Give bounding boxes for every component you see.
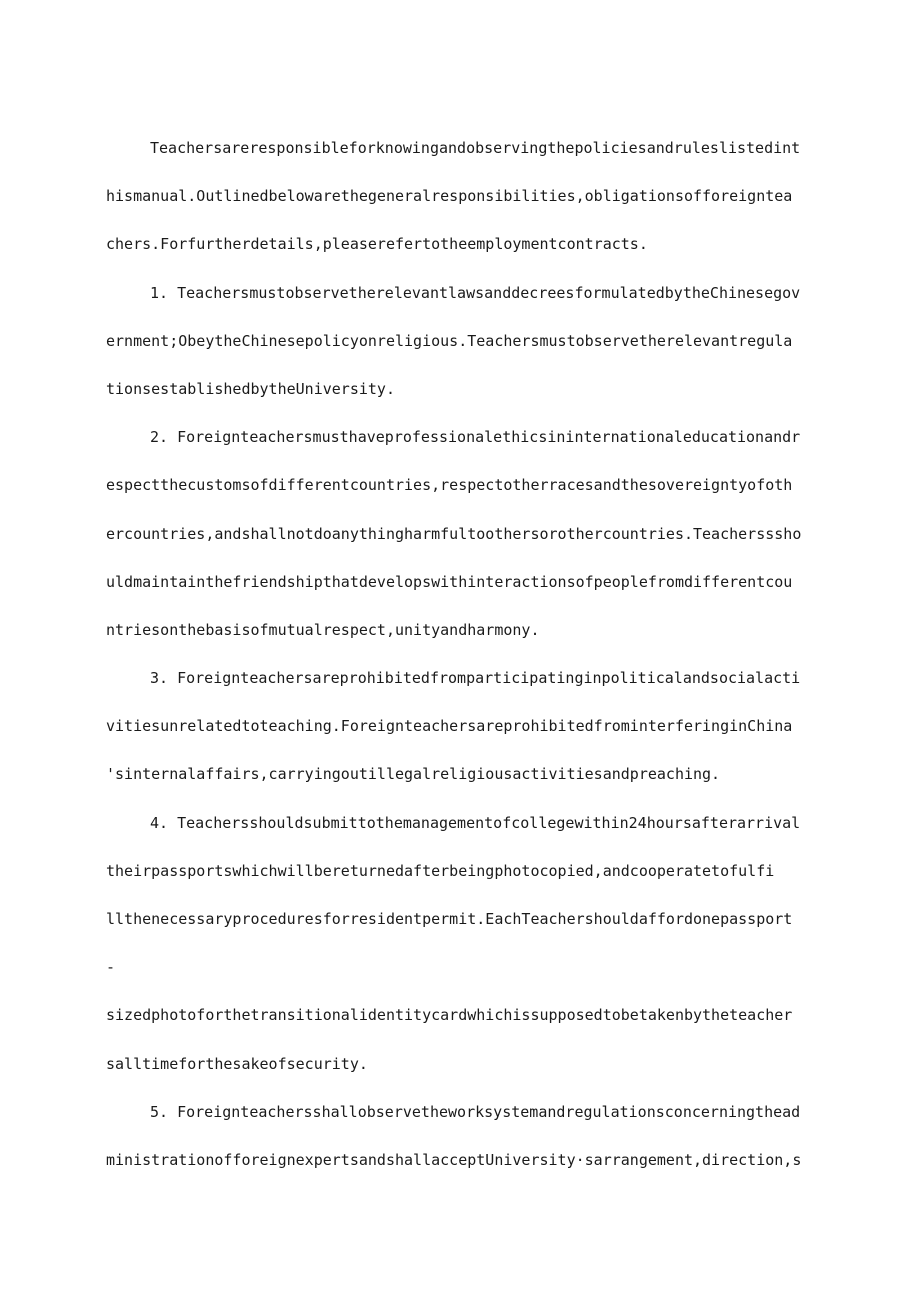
paragraph-line: Teachersareresponsibleforknowingandobservingthepoliciesandruleslistedint: [150, 139, 801, 157]
document-body: [106, 124, 818, 1184]
paragraph-line: 3. Foreignteachersareprohibitedfromparticipatinginpoliticalandsocialacti: [150, 669, 801, 688]
paragraph-line: llthenecessaryproceduresforresidentpermit.EachTeachershouldaffordonepassport: [106, 910, 793, 928]
paragraph-line: theirpassportswhichwillbereturnedafterbeingphotocopied,andcooperatetofulfi: [106, 861, 775, 880]
paragraph-line: espectthecustomsofdifferentcountries,respectotherracesandthesovereigntyofoth: [106, 476, 793, 495]
paragraph-line: -: [106, 958, 116, 977]
paragraph-line: tionsestablishedbytheUniversity.: [106, 379, 395, 398]
paragraph-line: 2. Foreignteachersmusthaveprofessionalethicsininternationaleducationandr: [150, 428, 801, 447]
paragraph-line: ntriesonthebasisofmutualrespect,unityandharmony.: [106, 620, 540, 639]
paragraph-line: hismanual.Outlinedbeloware​thegeneralresponsibilities,obligationsofforeigntea: [106, 187, 793, 206]
paragraph-line: ministrationofforeignexpertsandshallacceptUniversity·sarrangement,direction,s: [106, 1150, 802, 1169]
paragraph-line: 5. Foreignteachersshallobservetheworksystemandregulationsconcerningthead: [150, 1102, 801, 1121]
paragraph-line: chers.Forfurtherdetails,pleaserefertotheemploymentcontracts.: [106, 235, 648, 254]
paragraph-line: vitiesunrelatedtoteaching.ForeignteachersareprohibitedfrominterferinginChina: [106, 717, 793, 736]
paragraph-line: 'sinternalaffairs,carryingoutillegalreligiousactivitiesandpreaching.: [106, 765, 721, 784]
paragraph-line: ercountries,andshallnotdoanythingharmfultoothersorothercountries.Teachersssho: [106, 524, 802, 543]
paragraph-line: ernment;ObeytheChinesepolicyonreligious.Teachersmustobservetherelevantregula: [106, 331, 793, 350]
paragraph-line: 1. TeachersmustobservetherelevantlawsanddecreesformulatedbytheChinesegov: [150, 283, 801, 302]
paragraph-line: salltimeforthesakeofsecurity.: [106, 1054, 368, 1073]
paragraph-line: 4. Teachersshouldsubmittothemanagementofcollegewithin24hoursafterarrival: [150, 813, 801, 832]
paragraph-line: sizedphotoforthetransitionalidentitycardwhichissupposedtobetakenbytheteacher: [106, 1006, 793, 1025]
paragraph-line: uldmaintainthefriendshipthatdevelopswithinteractionsofpeoplefromdifferentcou: [106, 572, 793, 591]
